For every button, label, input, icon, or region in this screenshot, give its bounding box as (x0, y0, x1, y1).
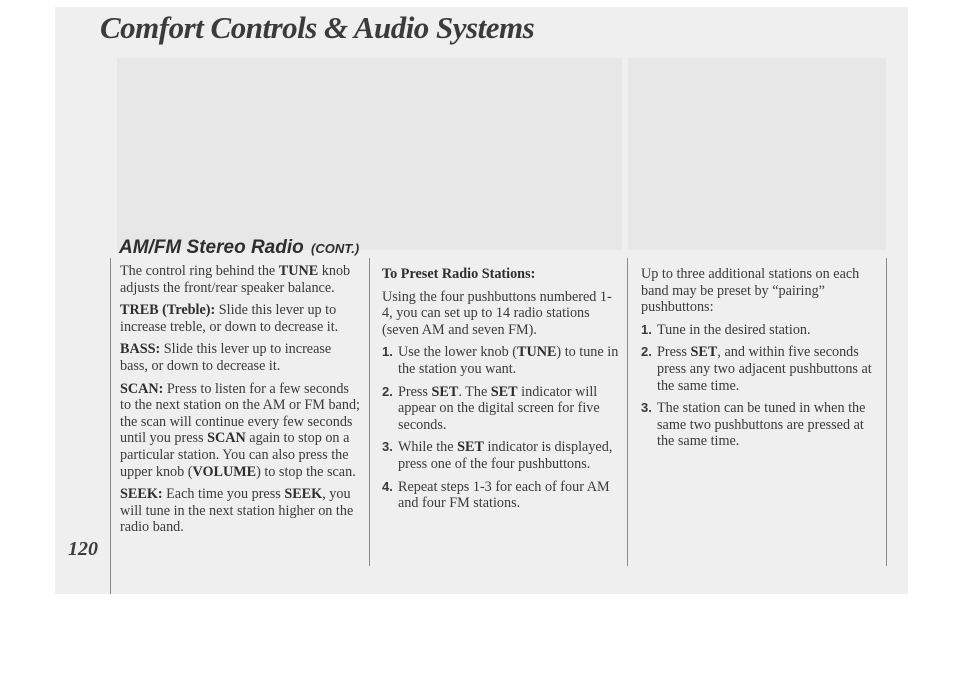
text: , and within five seconds press any two adjacent pushbuttons at the same time. (657, 344, 872, 394)
text: Repeat steps 1-3 for each of four AM and four FM stations. (398, 478, 610, 512)
text: The station can be tuned in when the same two pushbuttons are pressed at the same time. (657, 400, 866, 450)
text: Press (398, 383, 432, 400)
page-number: 120 (68, 538, 98, 560)
radio-photo-left (117, 58, 622, 250)
text: Slide this lever up to increase treble, or down to decrease it. (120, 302, 339, 335)
step-number: 1. (641, 321, 652, 337)
text: again to stop on a particular station. You can also press the upper knob ( (120, 430, 350, 480)
list-item (641, 400, 881, 450)
set-term: SET (690, 344, 718, 361)
text: Tune in the desired station. (657, 321, 811, 338)
step-number: 3. (382, 439, 393, 455)
list-item (382, 439, 622, 472)
list-item (382, 479, 622, 512)
column-divider-1 (369, 258, 370, 566)
set-term: SET (457, 439, 484, 456)
text: Each time you press (162, 486, 285, 503)
column-3 (641, 266, 881, 456)
treble-paragraph (120, 302, 360, 335)
margin-rule (110, 258, 111, 594)
list-item (641, 344, 881, 394)
section-heading (119, 237, 359, 259)
bass-paragraph (120, 341, 360, 374)
volume-term: VOLUME (192, 463, 257, 480)
step-number: 3. (641, 400, 652, 416)
list-item (382, 384, 622, 434)
set-term: SET (490, 383, 518, 400)
column-divider-3 (886, 258, 887, 566)
pairing-steps (641, 322, 881, 450)
step-number: 1. (382, 344, 393, 360)
section-heading-cont: (CONT.) (311, 241, 360, 256)
text: knob adjusts the front/rear speaker balance. (120, 263, 351, 296)
step-number: 2. (382, 383, 393, 399)
treble-term: TREB (Treble): (120, 302, 216, 319)
list-item (382, 344, 622, 377)
text: ) to tune in the station you want. (398, 344, 619, 377)
scan-term: SCAN: (120, 380, 164, 397)
seek-term: SEEK: (120, 486, 163, 503)
pairing-intro: Up to three additional stations on each band may be preset by “pairing” pushbuttons: (641, 266, 860, 316)
text: Use the lower knob ( (398, 344, 517, 361)
bass-term: BASS: (120, 341, 161, 358)
preset-intro: Using the four pushbuttons numbered 1-4, you can set up to 14 radio stations (seven AM and seven FM). (382, 288, 612, 338)
scan-term-inline: SCAN (207, 430, 246, 447)
preset-steps (382, 344, 622, 511)
text: . The (458, 383, 491, 400)
text: indicator is displayed, press one of the four pushbuttons. (398, 439, 613, 472)
column-divider-2 (627, 258, 628, 566)
set-term: SET (431, 383, 459, 400)
text: The control ring behind the (120, 263, 279, 279)
text: While the (398, 439, 458, 456)
section-heading-text: AM/FM Stereo Radio (119, 237, 304, 258)
step-number: 4. (382, 478, 393, 494)
text: Press (657, 344, 691, 361)
text: Press to listen for a few seconds to the next station on the AM or FM band; the scan will continue every few seconds until you press (120, 380, 360, 447)
list-item (641, 322, 881, 339)
seek-paragraph (120, 486, 360, 536)
balance-paragraph (120, 263, 360, 296)
column-2 (382, 266, 622, 518)
preset-heading: To Preset Radio Stations: (382, 266, 536, 282)
page-header-title: Comfort Controls & Audio Systems (100, 10, 535, 45)
text: , you will tune in the next station higher on the radio band. (120, 486, 354, 536)
tune-term: TUNE (278, 263, 319, 279)
seek-term-inline: SEEK (284, 486, 323, 503)
text: Slide this lever up to increase bass, or down to decrease it. (120, 341, 332, 374)
radio-photo-right (628, 58, 886, 250)
text: ) to stop the scan. (256, 463, 356, 480)
scan-paragraph (120, 381, 360, 481)
tune-term: TUNE (517, 344, 557, 361)
step-number: 2. (641, 344, 652, 360)
column-1 (120, 263, 360, 542)
text: indicator will appear on the digital screen for five seconds. (398, 383, 600, 433)
